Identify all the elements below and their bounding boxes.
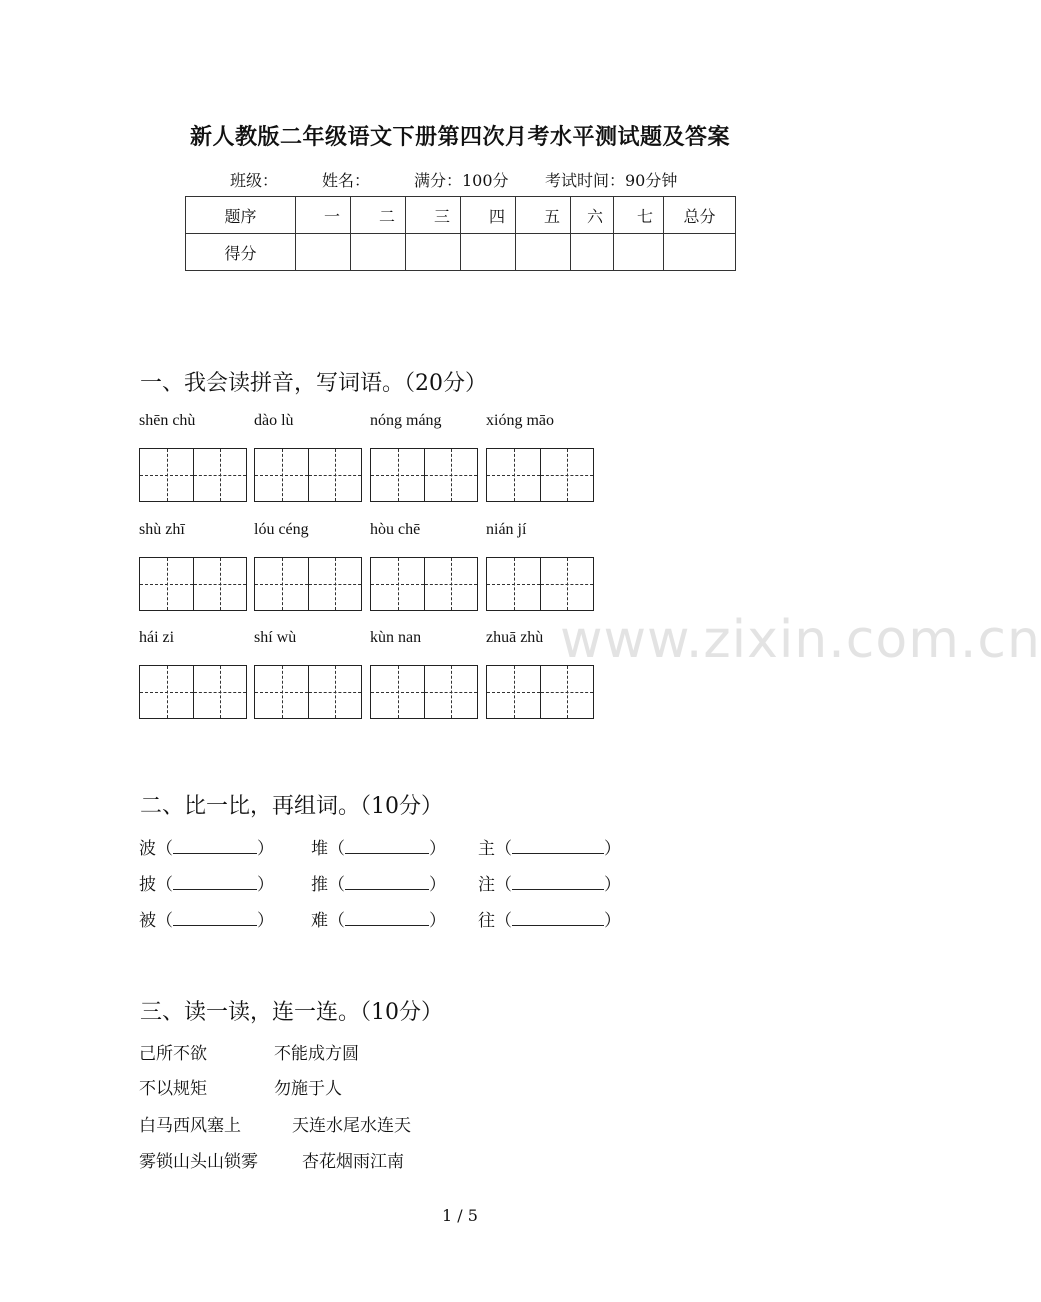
match-left-item[interactable]: 白马西风塞上 [139,1116,241,1136]
writing-cell[interactable] [371,558,424,610]
close-paren: ） [604,839,621,859]
answer-blank[interactable] [345,875,429,890]
close-paren: ） [604,911,621,931]
base-character: 被 [139,911,156,931]
writing-grid[interactable] [254,665,362,719]
writing-cell[interactable] [193,666,246,718]
writing-cell[interactable] [540,449,593,501]
base-character: 披 [139,875,156,895]
class-label: 班级： [230,171,279,190]
word-group-item [478,906,621,931]
writing-grid[interactable] [254,448,362,502]
score-table [185,196,736,271]
pinyin-word: shí wù [254,629,297,646]
word-group-item [139,906,274,931]
close-paren: ） [429,911,446,931]
score-blank-cell[interactable] [516,234,571,271]
base-character: 注 [478,875,495,895]
score-header-cell: 一 [296,197,351,234]
score-header-cell: 二 [351,197,406,234]
writing-cell[interactable] [487,449,540,501]
match-right-item[interactable]: 勿施于人 [274,1079,342,1099]
writing-cell[interactable] [424,449,477,501]
score-header-cell: 四 [461,197,516,234]
writing-cell[interactable] [540,558,593,610]
open-paren: （ [495,911,512,931]
close-paren: ） [429,875,446,895]
match-right-item[interactable]: 不能成方圆 [274,1044,359,1064]
close-paren: ） [257,839,274,859]
answer-blank[interactable] [345,911,429,926]
writing-cell[interactable] [308,449,361,501]
close-paren: ） [429,839,446,859]
close-paren: ） [604,875,621,895]
section1-heading: 一、我会读拼音，写词语。（20分） [140,371,487,396]
writing-cell[interactable] [140,666,193,718]
close-paren: ） [257,911,274,931]
writing-cell[interactable] [487,558,540,610]
writing-cell[interactable] [255,558,308,610]
score-blank-cell[interactable] [296,234,351,271]
writing-cell[interactable] [255,449,308,501]
base-character: 主 [478,839,495,859]
score-table-score-row [186,234,736,271]
writing-grid[interactable] [139,448,247,502]
pinyin-word: lóu céng [254,521,309,538]
word-group-item [139,834,274,859]
writing-grid[interactable] [370,665,478,719]
writing-grid[interactable] [486,448,594,502]
writing-cell[interactable] [371,666,424,718]
pinyin-word: dào lù [254,412,294,429]
full-score-label: 满分：100分 [414,171,509,190]
score-table-header-row [186,197,736,234]
writing-cell[interactable] [140,449,193,501]
open-paren: （ [328,911,345,931]
close-paren: ） [257,875,274,895]
base-character: 波 [139,839,156,859]
base-character: 往 [478,911,495,931]
base-character: 难 [311,911,328,931]
writing-cell[interactable] [424,666,477,718]
writing-grid[interactable] [486,665,594,719]
writing-cell[interactable] [308,666,361,718]
score-header-cell: 六 [571,197,614,234]
pinyin-word: zhuā zhù [486,629,544,646]
answer-blank[interactable] [173,839,257,854]
base-character: 堆 [311,839,328,859]
match-left-item[interactable]: 己所不欲 [139,1044,207,1064]
open-paren: （ [156,911,173,931]
open-paren: （ [328,875,345,895]
answer-blank[interactable] [512,839,604,854]
open-paren: （ [495,875,512,895]
section2-heading: 二、比一比，再组词。（10分） [140,794,443,819]
score-blank-cell[interactable] [351,234,406,271]
document-title: 新人教版二年级语文下册第四次月考水平测试题及答案 [189,124,730,150]
answer-blank[interactable] [173,911,257,926]
pinyin-word: shù zhī [139,521,185,538]
watermark: www.zixin.com.cn [560,610,1041,670]
writing-grid[interactable] [254,557,362,611]
writing-cell[interactable] [540,666,593,718]
exam-time-label: 考试时间：90分钟 [545,171,678,190]
score-blank-cell[interactable] [664,234,736,271]
score-blank-cell[interactable] [614,234,664,271]
word-group-item [311,906,446,931]
writing-grid[interactable] [370,557,478,611]
match-right-item[interactable]: 杏花烟雨江南 [302,1152,404,1172]
writing-cell[interactable] [255,666,308,718]
word-group-item [478,870,621,895]
word-group-item [139,870,274,895]
writing-cell[interactable] [193,558,246,610]
writing-grid[interactable] [486,557,594,611]
writing-grid[interactable] [370,448,478,502]
pinyin-word: nóng máng [370,412,442,429]
open-paren: （ [328,839,345,859]
answer-blank[interactable] [345,839,429,854]
word-group-item [311,834,446,859]
match-right-item[interactable]: 天连水尾水连天 [292,1116,411,1136]
pinyin-word: hòu chē [370,521,421,538]
pinyin-word: hái zi [139,629,175,646]
pinyin-word: shēn chù [139,412,196,429]
base-character: 推 [311,875,328,895]
section3-heading: 三、读一读，连一连。（10分） [140,1000,443,1025]
match-left-item[interactable]: 雾锁山头山锁雾 [139,1152,258,1172]
open-paren: （ [156,839,173,859]
writing-cell[interactable] [487,666,540,718]
score-header-cell: 五 [516,197,571,234]
word-group-item [478,834,621,859]
writing-grid[interactable] [139,665,247,719]
page-number: 1 / 5 [442,1206,478,1225]
score-header-cell: 总分 [664,197,736,234]
word-group-item [311,870,446,895]
pinyin-word: xióng māo [486,412,554,429]
answer-blank[interactable] [173,875,257,890]
score-header-cell: 题序 [186,197,296,234]
score-header-cell: 三 [406,197,461,234]
writing-cell[interactable] [308,558,361,610]
match-left-item[interactable]: 不以规矩 [139,1079,207,1099]
answer-blank[interactable] [512,911,604,926]
writing-cell[interactable] [140,558,193,610]
answer-blank[interactable] [512,875,604,890]
open-paren: （ [156,875,173,895]
open-paren: （ [495,839,512,859]
pinyin-word: kùn nan [370,629,422,646]
pinyin-word: nián jí [486,521,527,538]
score-row-label: 得分 [186,234,296,271]
score-blank-cell[interactable] [406,234,461,271]
writing-cell[interactable] [193,449,246,501]
writing-cell[interactable] [371,449,424,501]
score-blank-cell[interactable] [461,234,516,271]
score-blank-cell[interactable] [571,234,614,271]
name-label: 姓名： [322,171,371,190]
score-header-cell: 七 [614,197,664,234]
writing-cell[interactable] [424,558,477,610]
writing-grid[interactable] [139,557,247,611]
